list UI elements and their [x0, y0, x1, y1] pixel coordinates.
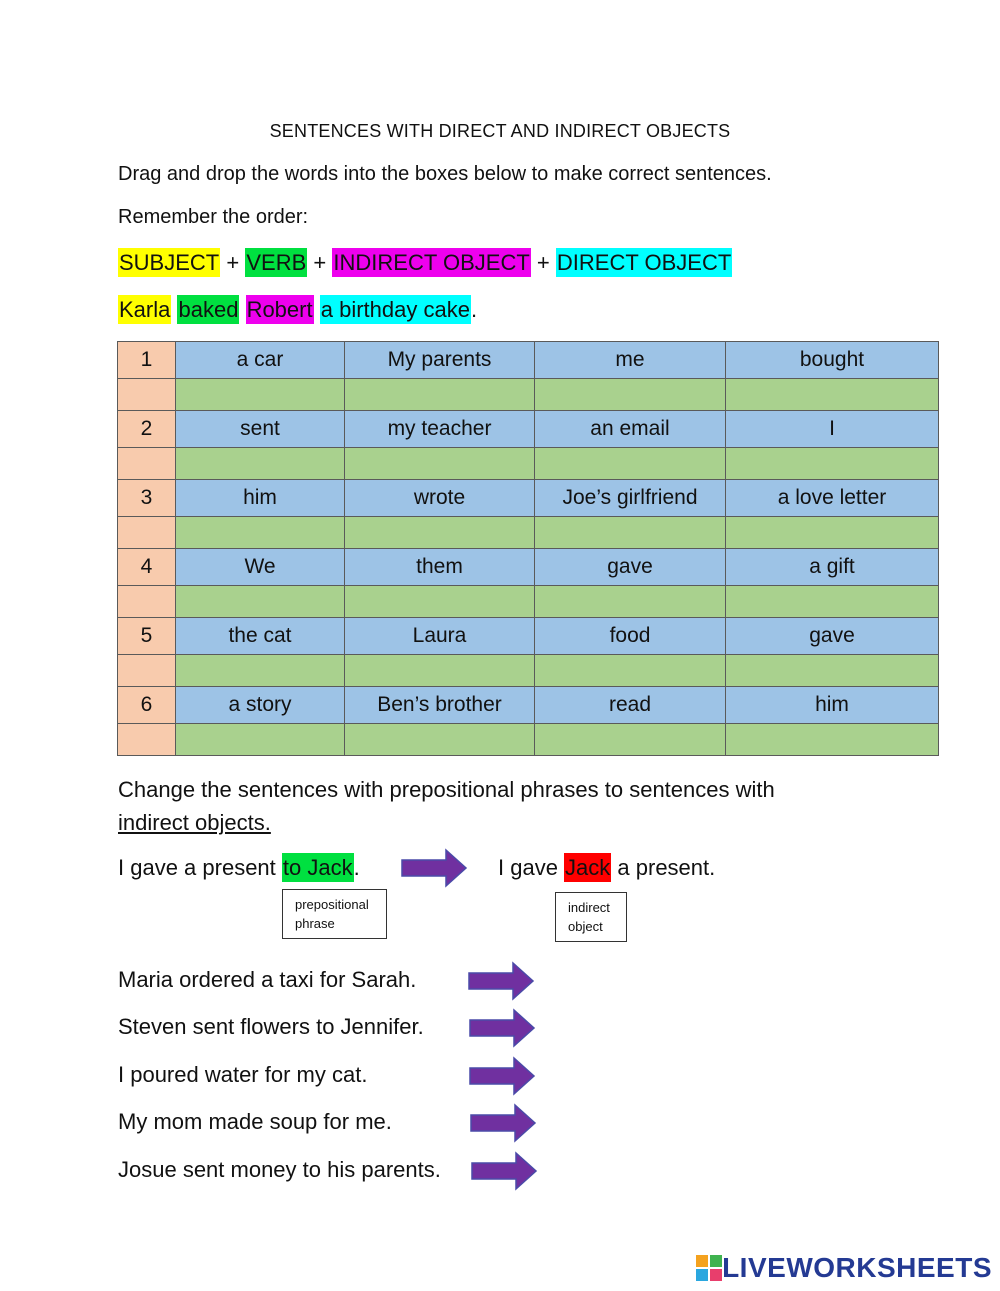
label-left-line1: prepositional [295, 897, 369, 912]
example-verb: baked [178, 297, 239, 322]
plus-sign: + [313, 250, 327, 275]
drop-box[interactable] [176, 379, 345, 411]
word-row [118, 480, 939, 517]
draggable-word[interactable]: an email [535, 411, 726, 448]
draggable-word[interactable]: gave [535, 549, 726, 586]
drop-box[interactable] [726, 655, 939, 687]
drop-box[interactable] [176, 655, 345, 687]
arrow-right-icon [468, 1008, 536, 1048]
drop-box[interactable] [535, 586, 726, 618]
answer-row [118, 655, 939, 687]
draggable-word[interactable]: him [176, 480, 345, 517]
draggable-word[interactable]: a car [176, 342, 345, 379]
draggable-word[interactable]: a story [176, 687, 345, 724]
drop-box[interactable] [345, 448, 535, 480]
example-indirect: Robert [246, 297, 313, 322]
page-title: SENTENCES WITH DIRECT AND INDIRECT OBJECTS [269, 121, 731, 141]
draggable-word[interactable]: them [345, 549, 535, 586]
indirect-object-highlight: Jack [565, 855, 611, 880]
row-number-blank [118, 724, 176, 756]
draggable-word[interactable]: read [535, 687, 726, 724]
plus-sign: + [536, 250, 550, 275]
example-left [118, 855, 360, 881]
draggable-word[interactable]: a gift [726, 549, 939, 586]
drop-box[interactable] [726, 724, 939, 756]
drop-box[interactable] [726, 379, 939, 411]
part2-instruction [118, 773, 775, 839]
row-number-blank [118, 655, 176, 687]
drop-box[interactable] [535, 448, 726, 480]
example-period: . [470, 297, 478, 322]
part2-line1: Change the sentences with prepositional phrases to sentences with [118, 777, 775, 802]
label-right-line2: object [568, 919, 603, 934]
drop-box[interactable] [535, 517, 726, 549]
verb-label: VERB [246, 250, 307, 275]
direct-object-label: DIRECT OBJECT [556, 250, 732, 275]
drop-box[interactable] [535, 655, 726, 687]
drop-box[interactable] [176, 586, 345, 618]
example-sentence [118, 297, 477, 323]
row-number: 5 [118, 618, 176, 655]
row-number: 1 [118, 342, 176, 379]
draggable-word[interactable]: a love letter [726, 480, 939, 517]
example-right-end: a present. [611, 855, 716, 880]
example-left-period: . [353, 855, 360, 880]
prepositional-phrase-highlight: to Jack [282, 855, 353, 880]
instruction-text: Drag and drop the words into the boxes below to make correct sentences. [118, 163, 772, 185]
answer-row [118, 724, 939, 756]
drop-box[interactable] [726, 448, 939, 480]
word-row [118, 549, 939, 586]
draggable-word[interactable]: my teacher [345, 411, 535, 448]
arrow-right-icon [467, 961, 535, 1001]
drop-box[interactable] [726, 586, 939, 618]
subject-label: SUBJECT [119, 250, 220, 275]
draggable-word[interactable]: him [726, 687, 939, 724]
row-number-blank [118, 448, 176, 480]
part2-line2: indirect objects. [118, 810, 271, 835]
drop-box[interactable] [726, 517, 939, 549]
draggable-word[interactable]: We [176, 549, 345, 586]
example-right-text: I gave [498, 855, 565, 880]
row-number: 4 [118, 549, 176, 586]
answer-row [118, 586, 939, 618]
liveworksheets-logo [696, 1252, 992, 1284]
logo-text: LIVEWORKSHEETS [722, 1252, 992, 1283]
word-row [118, 618, 939, 655]
draggable-word[interactable]: the cat [176, 618, 345, 655]
draggable-word[interactable]: gave [726, 618, 939, 655]
word-table [117, 341, 939, 756]
label-right-line1: indirect [568, 900, 610, 915]
drop-box[interactable] [176, 724, 345, 756]
row-number: 3 [118, 480, 176, 517]
drop-box[interactable] [345, 655, 535, 687]
row-number-blank [118, 586, 176, 618]
indirect-object-label-box [555, 892, 627, 942]
label-left-line2: phrase [295, 916, 335, 931]
answer-row [118, 448, 939, 480]
arrow-right-icon [468, 1056, 536, 1096]
draggable-word[interactable]: sent [176, 411, 345, 448]
row-number: 2 [118, 411, 176, 448]
drop-box[interactable] [535, 724, 726, 756]
drop-box[interactable] [345, 517, 535, 549]
practice-sentence: My mom made soup for me. [118, 1109, 392, 1134]
word-row [118, 687, 939, 724]
indirect-object-label: INDIRECT OBJECT [333, 250, 530, 275]
plus-sign: + [226, 250, 240, 275]
drop-box[interactable] [176, 517, 345, 549]
example-subject: Karla [119, 297, 171, 322]
practice-sentence: Maria ordered a taxi for Sarah. [118, 967, 417, 992]
draggable-word[interactable]: Ben’s brother [345, 687, 535, 724]
remember-text: Remember the order: [118, 206, 309, 228]
drop-box[interactable] [345, 586, 535, 618]
draggable-word[interactable]: food [535, 618, 726, 655]
word-row [118, 342, 939, 379]
draggable-word[interactable]: My parents [345, 342, 535, 379]
example-left-text: I gave a present [118, 855, 282, 880]
draggable-word[interactable]: Joe’s girlfriend [535, 480, 726, 517]
row-number-blank [118, 517, 176, 549]
word-row [118, 411, 939, 448]
drop-box[interactable] [345, 379, 535, 411]
example-right [498, 855, 715, 881]
drop-box[interactable] [176, 448, 345, 480]
order-formula [118, 250, 732, 276]
arrow-right-icon [470, 1151, 538, 1191]
practice-sentence: Steven sent flowers to Jennifer. [118, 1014, 424, 1039]
answer-row [118, 517, 939, 549]
answer-row [118, 379, 939, 411]
practice-sentence: Josue sent money to his parents. [118, 1157, 441, 1182]
draggable-word[interactable]: wrote [345, 480, 535, 517]
prepositional-phrase-label [282, 889, 387, 939]
row-number-blank [118, 379, 176, 411]
practice-sentence: I poured water for my cat. [118, 1062, 368, 1087]
arrow-right-icon [469, 1103, 537, 1143]
logo-icon [696, 1255, 722, 1281]
draggable-word[interactable]: bought [726, 342, 939, 379]
example-direct: a birthday cake [320, 297, 470, 322]
draggable-word[interactable]: Laura [345, 618, 535, 655]
drop-box[interactable] [345, 724, 535, 756]
draggable-word[interactable]: me [535, 342, 726, 379]
row-number: 6 [118, 687, 176, 724]
draggable-word[interactable]: I [726, 411, 939, 448]
drop-box[interactable] [535, 379, 726, 411]
arrow-right-icon [400, 848, 468, 888]
